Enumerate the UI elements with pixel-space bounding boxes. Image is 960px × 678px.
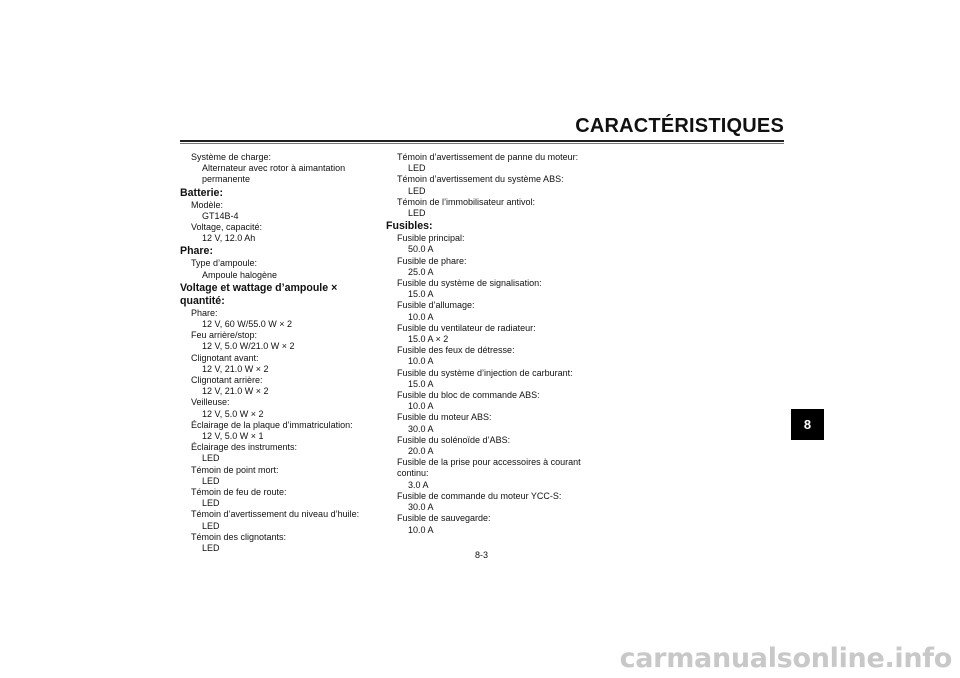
spec-value: 30.0 A xyxy=(408,502,434,513)
spec-value: LED xyxy=(202,453,220,464)
spec-value: Alternateur avec rotor à aimantation xyxy=(202,163,346,174)
section-heading: Batterie: xyxy=(180,186,223,199)
spec-label: Fusible de la prise pour accessoires à courant xyxy=(397,457,581,468)
spec-label: Témoin d’avertissement du niveau d’huile: xyxy=(191,509,360,520)
spec-value: LED xyxy=(202,475,220,486)
spec-value: 20.0 A xyxy=(408,446,434,457)
spec-label: Éclairage de la plaque d’immatriculation: xyxy=(191,419,353,430)
spec-label: Fusible de commande du moteur YCC-S: xyxy=(397,490,562,501)
spec-label: Fusible du solénoïde d’ABS: xyxy=(397,434,511,445)
spec-value: 15.0 A xyxy=(408,378,434,389)
spec-value: 3.0 A xyxy=(408,479,429,490)
header-rule xyxy=(180,140,784,142)
spec-value: 12 V, 12.0 Ah xyxy=(202,233,256,244)
spec-value: 15.0 A × 2 xyxy=(408,334,449,345)
spec-value: 10.0 A xyxy=(408,401,434,412)
section-heading: Fusibles: xyxy=(386,220,433,233)
spec-label: Fusible du moteur ABS: xyxy=(397,412,492,423)
spec-value: Ampoule halogène xyxy=(202,269,278,280)
spec-label: Témoin de feu de route: xyxy=(191,487,287,498)
spec-label: Fusible du ventilateur de radiateur: xyxy=(397,322,536,333)
spec-value: 10.0 A xyxy=(408,356,434,367)
spec-label: Phare: xyxy=(191,307,218,318)
spec-label: Modèle: xyxy=(191,199,224,210)
header-rule-thin xyxy=(180,143,784,144)
spec-label: Témoin de point mort: xyxy=(191,464,279,475)
spec-value: 30.0 A xyxy=(408,423,434,434)
spec-label: continu: xyxy=(397,468,429,479)
spec-value: LED xyxy=(408,163,426,174)
spec-label: Témoin de l’immobilisateur antivol: xyxy=(397,196,536,207)
spec-value: 12 V, 5.0 W × 1 xyxy=(202,431,264,442)
spec-label: Témoin d’avertissement de panne du moteur: xyxy=(397,152,579,162)
spec-value: 50.0 A xyxy=(408,244,434,255)
spec-value: 12 V, 5.0 W × 2 xyxy=(202,408,264,419)
spec-value: LED xyxy=(202,498,220,509)
section-heading: Phare: xyxy=(180,245,213,258)
spec-value: 12 V, 60 W/55.0 W × 2 xyxy=(202,319,292,330)
spec-label: Système de charge: xyxy=(191,152,272,162)
spec-value: 12 V, 5.0 W/21.0 W × 2 xyxy=(202,341,295,352)
chapter-tab[interactable]: 8 xyxy=(791,409,824,440)
page-number: 8-3 xyxy=(475,550,489,560)
spec-value: GT14B-4 xyxy=(202,210,239,221)
spec-label: Fusible principal: xyxy=(397,233,465,244)
right-column xyxy=(386,152,586,536)
spec-value: 10.0 A xyxy=(408,311,434,322)
spec-label: Fusible du bloc de commande ABS: xyxy=(397,390,540,401)
left-column xyxy=(180,152,380,554)
spec-value: 15.0 A xyxy=(408,289,434,300)
spec-label: Clignotant avant: xyxy=(191,352,259,363)
section-heading: Voltage et wattage d’ampoule × quantité: xyxy=(180,281,338,307)
spec-label: Fusible de phare: xyxy=(397,255,467,266)
spec-label: Fusible du système de signalisation: xyxy=(397,278,542,289)
spec-label: Fusible d’allumage: xyxy=(397,300,475,311)
spec-label: Type d’ampoule: xyxy=(191,258,258,269)
spec-value: LED xyxy=(202,543,220,554)
spec-value: LED xyxy=(408,185,426,196)
watermark: carmanualsonline.info xyxy=(619,643,952,674)
page-title: CARACTÉRISTIQUES xyxy=(575,115,784,137)
spec-value: 25.0 A xyxy=(408,266,434,277)
spec-value: 12 V, 21.0 W × 2 xyxy=(202,386,269,397)
spec-label: Fusible du système d’injection de carburant: xyxy=(397,367,573,378)
spec-label: Témoin d’avertissement du système ABS: xyxy=(397,174,564,185)
spec-label: Feu arrière/stop: xyxy=(191,330,258,341)
spec-value: 12 V, 21.0 W × 2 xyxy=(202,363,269,374)
spec-label: Fusible des feux de détresse: xyxy=(397,345,515,356)
spec-value: LED xyxy=(408,208,426,219)
spec-label: Éclairage des instruments: xyxy=(191,442,298,453)
spec-value: permanente xyxy=(202,174,251,185)
spec-label: Veilleuse: xyxy=(191,397,230,408)
spec-label: Clignotant arrière: xyxy=(191,375,263,386)
spec-value: LED xyxy=(202,520,220,531)
spec-label: Témoin des clignotants: xyxy=(191,531,287,542)
spec-label: Fusible de sauvegarde: xyxy=(397,513,491,524)
spec-label: Voltage, capacité: xyxy=(191,222,263,233)
spec-value: 10.0 A xyxy=(408,524,434,535)
